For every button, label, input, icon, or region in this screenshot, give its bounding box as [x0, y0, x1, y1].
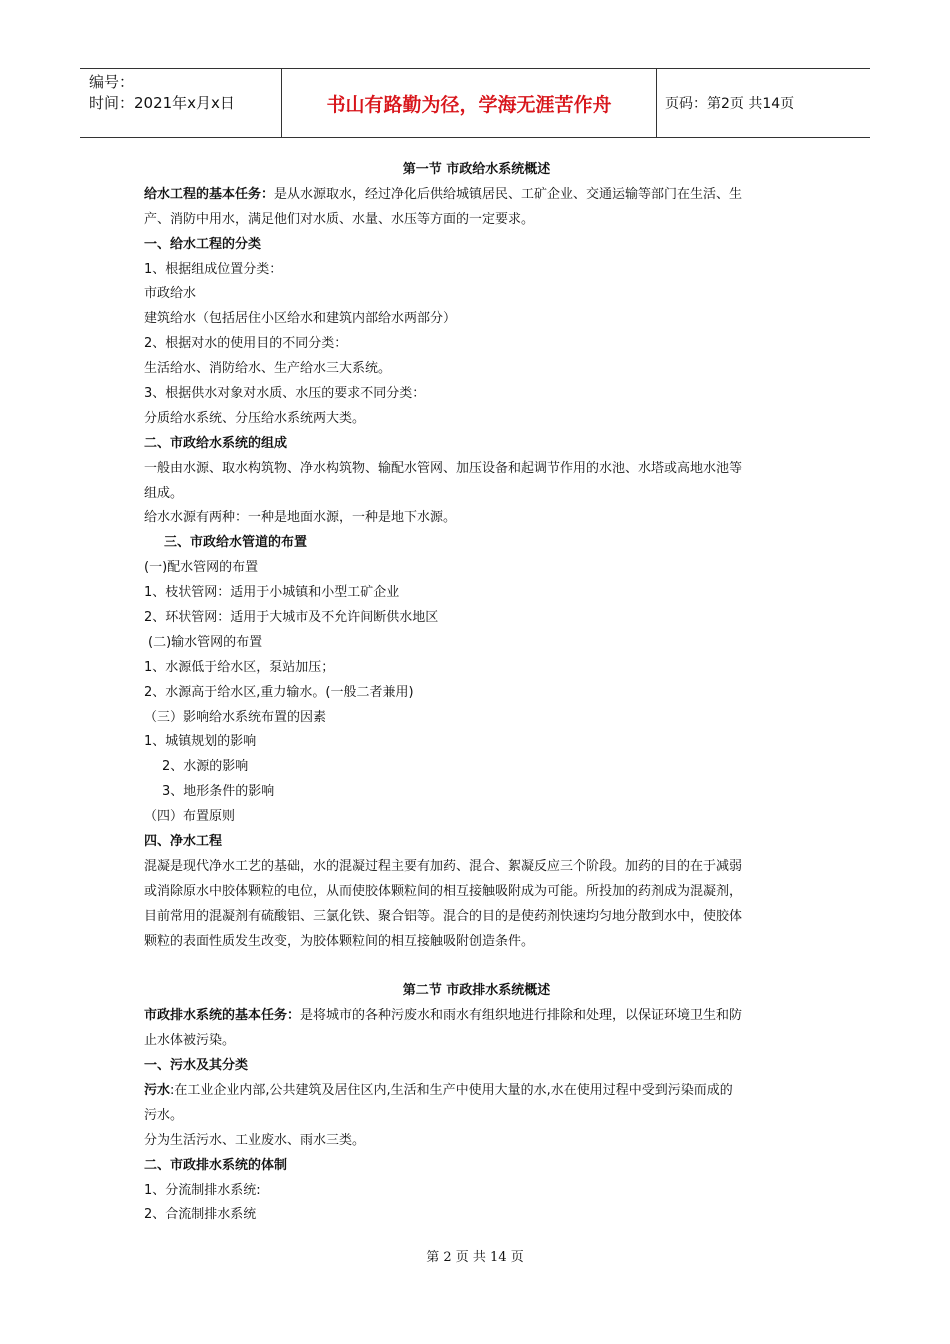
paragraph — [144, 1004, 809, 1029]
text-line: 3、地形条件的影响 — [162, 784, 275, 800]
text-line: 市政给水 — [144, 286, 197, 302]
term-label: 污水 — [144, 1082, 171, 1098]
page-info: 页码：第2页 共14页 — [665, 96, 795, 112]
page-footer: 第 2 页 共 14 页 — [426, 1250, 524, 1265]
section-1-title: 第一节 市政给水系统概述 — [402, 162, 551, 177]
heading: 一、污水及其分类 — [144, 1058, 249, 1074]
text-line: 2、根据对水的使用目的不同分类： — [144, 336, 348, 352]
text-line: 1、分流制排水系统: — [144, 1182, 261, 1198]
page-header — [80, 68, 870, 138]
term-text: :在工业企业内部,公共建筑及居住区内,生活和生产中使用大量的水,水在使用过程中受到污染而成的 — [170, 1082, 733, 1098]
term-text: 是将城市的各种污废水和雨水有组织地进行排除和处理，以保证环境卫生和防 — [300, 1008, 743, 1024]
text-line: 2、水源高于给水区,重力输水。(一般二者兼用) — [144, 684, 414, 700]
text-line: 目前常用的混凝剂有硫酸铝、三氯化铁、聚合铝等。混合的目的是使药剂快速均匀地分散到水中，使胶体 — [144, 908, 743, 924]
text-line: 2、水源的影响 — [162, 759, 249, 775]
heading: 四、净水工程 — [144, 834, 223, 850]
text-line: 组成。 — [144, 485, 184, 501]
text-line: 混凝是现代净水工艺的基础，水的混凝过程主要有加药、混合、絮凝反应三个阶段。加药的目的在于减弱 — [144, 858, 743, 874]
text-line: 生活给水、消防给水、生产给水三大系统。 — [144, 361, 392, 377]
text-line: 3、根据供水对象对水质、水压的要求不同分类： — [144, 386, 426, 402]
code-label: 编号： — [89, 73, 135, 91]
text-line: 2、环状管网：适用于大城市及不允许间断供水地区 — [144, 610, 439, 626]
text-line: （三）影响给水系统布置的因素 — [144, 709, 327, 725]
paragraph — [144, 1079, 809, 1104]
text-line: 建筑给水（包括居住小区给水和建筑内部给水两部分） — [144, 311, 457, 327]
term-label: 给水工程的基本任务： — [144, 186, 275, 202]
text-line: 1、根据组成位置分类： — [144, 261, 283, 277]
text-line: 2、合流制排水系统 — [144, 1207, 257, 1223]
text-line: (二)输水管网的布置 — [148, 634, 263, 650]
section-2-title: 第二节 市政排水系统概述 — [402, 983, 551, 999]
term-label: 市政排水系统的基本任务： — [144, 1008, 301, 1024]
text-line: 颗粒的表面性质发生改变，为胶体颗粒间的相互接触吸附创造条件。 — [144, 933, 535, 949]
text-line: 1、枝状管网：适用于小城镇和小型工矿企业 — [144, 585, 400, 601]
text-line: 给水水源有两种：一种是地面水源，一种是地下水源。 — [144, 510, 457, 526]
header-meta — [80, 69, 282, 137]
spacer — [144, 955, 809, 980]
text-line: 1、水源低于给水区，泵站加压； — [144, 659, 335, 675]
motto: 书山有路勤为径，学海无涯苦作舟 — [282, 69, 657, 137]
text-line: （四）布置原则 — [144, 809, 236, 825]
paragraph — [144, 183, 809, 208]
text-line: (一)配水管网的布置 — [144, 560, 259, 576]
text-line: 或消除原水中胶体颗粒的电位，从而使胶体颗粒间的相互接触吸附成为可能。所投加的药剂成为混凝剂， — [144, 883, 743, 899]
text-line: 止水体被污染。 — [144, 1033, 236, 1049]
heading: 二、市政给水系统的组成 — [144, 435, 288, 451]
text-line: 分质给水系统、分压给水系统两大类。 — [144, 410, 366, 426]
heading: 一、给水工程的分类 — [144, 236, 262, 252]
heading: 二、市政排水系统的体制 — [144, 1157, 288, 1173]
time-label: 时间：2021年x月x日 — [89, 94, 235, 112]
document-body — [144, 158, 809, 1228]
text-line: 1、城镇规划的影响 — [144, 734, 257, 750]
heading: 三、市政给水管道的布置 — [164, 535, 308, 551]
text-line: 产、消防中用水，满足他们对水质、水量、水压等方面的一定要求。 — [144, 211, 535, 227]
text-line: 污水。 — [144, 1107, 184, 1123]
term-text: 是从水源取水，经过净化后供给城镇居民、工矿企业、交通运输等部门在生活、生 — [274, 186, 743, 202]
text-line: 分为生活污水、工业废水、雨水三类。 — [144, 1132, 366, 1148]
text-line: 一般由水源、取水构筑物、净水构筑物、输配水管网、加压设备和起调节作用的水池、水塔或高地水池等 — [144, 460, 743, 476]
